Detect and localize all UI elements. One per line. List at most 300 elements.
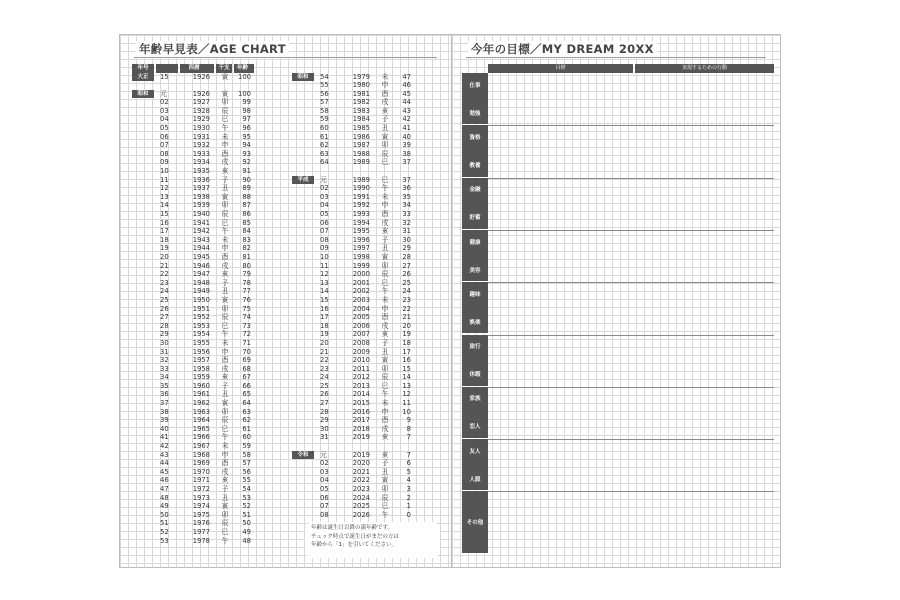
era-cell <box>132 330 156 339</box>
age: 23 <box>402 295 411 304</box>
era-cell <box>292 98 316 107</box>
era-year: 32 <box>160 356 169 365</box>
category-divider <box>488 125 774 126</box>
seireki-year: 1972 <box>192 485 210 493</box>
eto: 亥 <box>221 167 229 176</box>
age: 11 <box>402 399 411 408</box>
eto: 巳 <box>221 321 229 330</box>
age-row <box>132 270 254 279</box>
age-row <box>132 451 254 460</box>
era-year: 28 <box>320 407 329 416</box>
category-word: 仕事 <box>469 82 481 89</box>
age-table-column-1 <box>132 64 254 545</box>
eto: 酉 <box>221 252 229 261</box>
seireki-year: 1997 <box>352 244 370 253</box>
age-row <box>292 236 414 245</box>
age: 57 <box>242 459 251 468</box>
seireki-year: 1977 <box>192 527 210 536</box>
eto: 辰 <box>221 210 229 218</box>
era-cell <box>292 219 316 228</box>
seireki-year: 1999 <box>352 261 370 270</box>
age-row <box>132 476 254 485</box>
era-cell <box>132 502 156 511</box>
eto: 巳 <box>221 115 229 124</box>
age: 14 <box>402 373 411 382</box>
eto: 戌 <box>381 218 389 227</box>
seireki-year: 1946 <box>192 261 210 270</box>
seireki-year: 2019 <box>352 433 370 442</box>
seireki-year: 1948 <box>192 278 210 287</box>
seireki-year: 2017 <box>352 416 370 425</box>
age: 47 <box>402 72 411 81</box>
category-word: 貯蓄 <box>469 215 481 222</box>
eto: 辰 <box>381 270 389 279</box>
category-divider <box>488 178 774 179</box>
era-cell <box>132 382 156 391</box>
age-row <box>292 270 414 279</box>
era-year: 17 <box>160 227 169 236</box>
seireki-year: 1964 <box>192 416 210 425</box>
age: 66 <box>242 381 251 390</box>
era-year: 23 <box>320 364 329 373</box>
age-row <box>292 184 414 193</box>
era-year: 17 <box>320 313 329 322</box>
era-year: 42 <box>160 442 169 451</box>
age: 64 <box>242 399 251 408</box>
note-line: 年齢は誕生日以降の満年齢です。 <box>311 525 394 531</box>
era-cell <box>292 167 316 176</box>
era-cell <box>292 184 316 193</box>
eto: 卯 <box>221 98 229 107</box>
seireki-year: 1967 <box>192 442 210 451</box>
age-row <box>132 184 254 193</box>
seireki-year: 1981 <box>352 89 370 98</box>
era-cell <box>292 313 316 322</box>
seireki-year: 1987 <box>352 141 370 150</box>
age-row <box>132 262 254 271</box>
era-cell <box>132 468 156 477</box>
era-year: 12 <box>160 184 169 193</box>
age: 18 <box>402 338 411 347</box>
age-row <box>132 90 254 99</box>
seireki-year: 2008 <box>352 338 370 347</box>
header-spacer <box>292 64 414 73</box>
age-row <box>132 365 254 374</box>
age: 17 <box>402 347 411 356</box>
age: 87 <box>242 201 251 210</box>
seireki-year <box>340 167 376 176</box>
era-year: 06 <box>160 132 169 141</box>
age-row <box>132 408 254 417</box>
age: 85 <box>242 218 251 227</box>
era-year: 63 <box>320 149 329 158</box>
age: 82 <box>242 244 251 253</box>
seireki-year: 1957 <box>192 356 210 365</box>
era-year: 07 <box>160 141 169 150</box>
era-cell <box>132 176 156 185</box>
eto: 亥 <box>221 476 229 485</box>
era-year: 03 <box>320 467 329 476</box>
era-cell <box>292 399 316 408</box>
era-cell <box>132 313 156 322</box>
era-cell <box>132 348 156 357</box>
era-cell <box>132 98 156 107</box>
era-cell <box>132 476 156 485</box>
age: 19 <box>402 330 411 339</box>
era-year: 27 <box>320 399 329 408</box>
category-word: 娯楽 <box>469 319 481 326</box>
era-cell <box>132 442 156 451</box>
age-row <box>292 158 414 167</box>
eto: 午 <box>221 124 229 133</box>
age: 12 <box>402 390 411 399</box>
era-year: 12 <box>320 270 329 279</box>
age-chart-page <box>119 34 451 568</box>
seireki-year: 1952 <box>192 313 210 322</box>
seireki-year: 1990 <box>352 184 370 193</box>
age-row <box>292 356 414 365</box>
era-year: 元 <box>320 175 327 184</box>
era-year: 21 <box>160 261 169 270</box>
eto: 辰 <box>221 519 229 528</box>
age-row <box>292 348 414 357</box>
age: 100 <box>238 72 251 81</box>
age-row <box>132 442 254 451</box>
era-year: 56 <box>320 89 329 98</box>
seireki-year: 1934 <box>192 158 210 167</box>
era-cell <box>292 90 316 99</box>
era-cell <box>132 373 156 382</box>
category-word: 旅行 <box>469 344 481 351</box>
seireki-year: 2021 <box>352 467 370 476</box>
eto: 辰 <box>221 313 229 322</box>
era-year: 05 <box>320 210 329 218</box>
age-row <box>292 296 414 305</box>
age: 42 <box>402 115 411 124</box>
era-year: 14 <box>320 287 329 296</box>
era-cell <box>292 485 316 494</box>
era-year: 26 <box>160 304 169 313</box>
age-row <box>292 244 414 253</box>
eto: 丑 <box>221 287 229 296</box>
age-row <box>132 356 254 365</box>
era-year: 21 <box>320 347 329 356</box>
seireki-year: 1965 <box>192 424 210 433</box>
eto: 辰 <box>221 106 229 115</box>
age-row <box>292 141 414 150</box>
era-year: 29 <box>320 416 329 425</box>
eto: 午 <box>381 510 389 519</box>
age: 15 <box>402 364 411 373</box>
eto: 巳 <box>221 424 229 433</box>
eto: 申 <box>221 141 229 150</box>
eto: 戌 <box>381 321 389 330</box>
title-rule <box>466 57 766 58</box>
age: 95 <box>242 132 251 141</box>
age: 90 <box>242 175 251 184</box>
eto: 巳 <box>381 502 389 511</box>
age-row <box>132 124 254 133</box>
eto: 巳 <box>381 158 389 167</box>
age: 53 <box>242 493 251 502</box>
age-table-column-2 <box>292 64 414 519</box>
era-year: 60 <box>320 124 329 133</box>
eto: 辰 <box>221 416 229 425</box>
age-row <box>132 433 254 442</box>
age-row <box>132 382 254 391</box>
era-cell <box>132 227 156 236</box>
eto: 辰 <box>381 149 389 158</box>
age: 1 <box>406 502 411 511</box>
era-cell <box>132 537 156 546</box>
age-row <box>292 502 414 511</box>
age: 73 <box>242 321 251 330</box>
era-cell <box>292 425 316 434</box>
eto: 巳 <box>381 175 389 184</box>
era-cell <box>292 390 316 399</box>
era-cell <box>132 90 156 99</box>
age: 43 <box>402 106 411 115</box>
age: 10 <box>402 407 411 416</box>
era-cell <box>292 348 316 357</box>
eto: 丑 <box>381 244 389 253</box>
seireki-year: 1958 <box>192 364 210 373</box>
eto: 申 <box>221 244 229 253</box>
era-cell <box>292 356 316 365</box>
seireki-year: 1979 <box>352 72 370 81</box>
seireki-year: 1978 <box>192 536 210 545</box>
age: 83 <box>242 235 251 244</box>
age-row <box>292 373 414 382</box>
eto: 亥 <box>221 373 229 382</box>
era-year: 24 <box>160 287 169 296</box>
age-row <box>132 305 254 314</box>
age-row <box>132 219 254 228</box>
era-year: 43 <box>160 450 169 459</box>
era-cell <box>132 296 156 305</box>
age-row <box>292 305 414 314</box>
category-divider <box>488 335 774 336</box>
era-cell <box>132 73 156 82</box>
era-year: 46 <box>160 476 169 485</box>
era-year: 15 <box>320 295 329 304</box>
era-year: 52 <box>160 527 169 536</box>
age-row <box>292 425 414 434</box>
age-row <box>132 468 254 477</box>
eto: 酉 <box>221 356 229 365</box>
eto: 卯 <box>381 364 389 373</box>
my-dream-page <box>451 34 781 568</box>
era-cell <box>132 210 156 219</box>
eto: 丑 <box>221 184 229 193</box>
era-cell <box>132 124 156 133</box>
category-divider <box>488 491 774 492</box>
eto: 酉 <box>381 210 389 218</box>
title-rule <box>134 57 437 58</box>
era-label: 昭和 <box>132 90 154 98</box>
age-row <box>292 416 414 425</box>
seireki-year: 1954 <box>192 330 210 339</box>
seireki-year: 1941 <box>192 218 210 227</box>
era-cell <box>292 365 316 374</box>
age-row <box>132 494 254 503</box>
age: 58 <box>242 450 251 459</box>
seireki-year: 1926 <box>192 89 210 98</box>
era-year: 28 <box>160 321 169 330</box>
age: 78 <box>242 278 251 287</box>
age-row <box>132 167 254 176</box>
age-row <box>132 158 254 167</box>
era-year: 58 <box>320 106 329 115</box>
seireki-year: 1951 <box>192 304 210 313</box>
goal-header: 目標 <box>488 64 633 73</box>
age-row <box>132 176 254 185</box>
age-row <box>292 494 414 503</box>
age-row <box>292 485 414 494</box>
seireki-year: 1944 <box>192 244 210 253</box>
era-cell <box>292 502 316 511</box>
category-word: 友人 <box>469 448 481 455</box>
age: 75 <box>242 304 251 313</box>
era-year: 48 <box>160 493 169 502</box>
era-year: 44 <box>160 459 169 468</box>
age: 91 <box>242 167 251 176</box>
category-label <box>462 125 488 176</box>
header-age: 年齢 <box>234 64 254 73</box>
seireki-year: 1982 <box>352 98 370 107</box>
age: 56 <box>242 467 251 476</box>
age: 51 <box>242 510 251 519</box>
era-cell <box>292 73 316 82</box>
note-line: 年齢から「1」を引いてください。 <box>311 542 398 549</box>
era-year: 49 <box>160 502 169 511</box>
eto: 午 <box>381 184 389 193</box>
era-cell <box>132 270 156 279</box>
age-row <box>292 322 414 331</box>
eto: 寅 <box>221 72 229 81</box>
eto: 丑 <box>381 124 389 133</box>
seireki-year: 1932 <box>192 141 210 150</box>
era-cell <box>132 433 156 442</box>
era-year <box>316 442 340 451</box>
era-year: 41 <box>160 433 169 442</box>
eto: 申 <box>381 81 389 90</box>
seireki-year: 2007 <box>352 330 370 339</box>
era-year: 38 <box>160 407 169 416</box>
era-year: 04 <box>320 201 329 210</box>
age-row <box>292 339 414 348</box>
action-header: 実現するための行動 <box>635 64 774 73</box>
eto: 寅 <box>221 89 229 98</box>
seireki-year: 2010 <box>352 356 370 365</box>
age-row <box>292 468 414 477</box>
seireki-year: 1943 <box>192 235 210 244</box>
age-table-header <box>132 64 254 73</box>
seireki-year: 1950 <box>192 295 210 304</box>
eto: 戌 <box>221 467 229 476</box>
category-word: 趣味 <box>469 291 481 298</box>
era-year: 06 <box>320 493 329 502</box>
age-row <box>132 519 254 528</box>
age-row <box>292 511 414 520</box>
age: 16 <box>402 356 411 365</box>
header-eto: 干支 <box>216 64 232 73</box>
eto: 未 <box>221 132 229 141</box>
seireki-year: 1968 <box>192 450 210 459</box>
age: 29 <box>402 244 411 253</box>
eto: 辰 <box>381 373 389 382</box>
age: 7 <box>406 433 411 442</box>
era-year: 36 <box>160 390 169 399</box>
eto: 寅 <box>381 132 389 141</box>
seireki-year: 1930 <box>192 124 210 133</box>
eto: 戌 <box>221 158 229 167</box>
eto: 未 <box>381 295 389 304</box>
eto: 子 <box>381 338 389 347</box>
era-year: 61 <box>320 132 329 141</box>
age-row <box>292 73 414 82</box>
eto <box>376 167 394 176</box>
seireki-year: 1955 <box>192 338 210 347</box>
era-year: 27 <box>160 313 169 322</box>
eto: 未 <box>381 399 389 408</box>
era-year: 31 <box>160 347 169 356</box>
eto: 戌 <box>381 98 389 107</box>
seireki-year: 1956 <box>192 347 210 356</box>
era-cell <box>292 433 316 442</box>
category-label <box>462 387 488 438</box>
seireki-year: 1935 <box>192 167 210 176</box>
era-cell <box>292 141 316 150</box>
age: 92 <box>242 158 251 167</box>
seireki-year: 1938 <box>192 192 210 201</box>
era-cell <box>132 399 156 408</box>
age: 98 <box>242 106 251 115</box>
age: 48 <box>242 536 251 545</box>
era-year: 03 <box>160 106 169 115</box>
eto: 戌 <box>221 364 229 373</box>
age: 88 <box>242 192 251 201</box>
eto: 亥 <box>381 450 389 459</box>
seireki-year: 2023 <box>352 485 370 493</box>
age: 59 <box>242 442 251 451</box>
age: 22 <box>402 304 411 313</box>
age: 80 <box>242 261 251 270</box>
era-year: 元 <box>320 450 327 459</box>
era-cell <box>292 416 316 425</box>
era-year: 09 <box>320 244 329 253</box>
seireki-year: 1988 <box>352 149 370 158</box>
seireki-year: 1947 <box>192 270 210 279</box>
seireki-year: 2000 <box>352 270 370 279</box>
eto: 午 <box>221 227 229 236</box>
era-year: 04 <box>160 115 169 124</box>
era-cell <box>132 365 156 374</box>
seireki-year: 2012 <box>352 373 370 382</box>
age-row <box>292 313 414 322</box>
category-divider <box>488 282 774 283</box>
seireki-year: 1942 <box>192 227 210 236</box>
era-year: 14 <box>160 201 169 210</box>
era-year: 15 <box>160 72 169 81</box>
age: 30 <box>402 235 411 244</box>
seireki-year: 1945 <box>192 252 210 261</box>
category-label <box>462 178 488 229</box>
era-cell <box>292 373 316 382</box>
era-cell <box>132 339 156 348</box>
seireki-year: 1984 <box>352 115 370 124</box>
age: 26 <box>402 270 411 279</box>
